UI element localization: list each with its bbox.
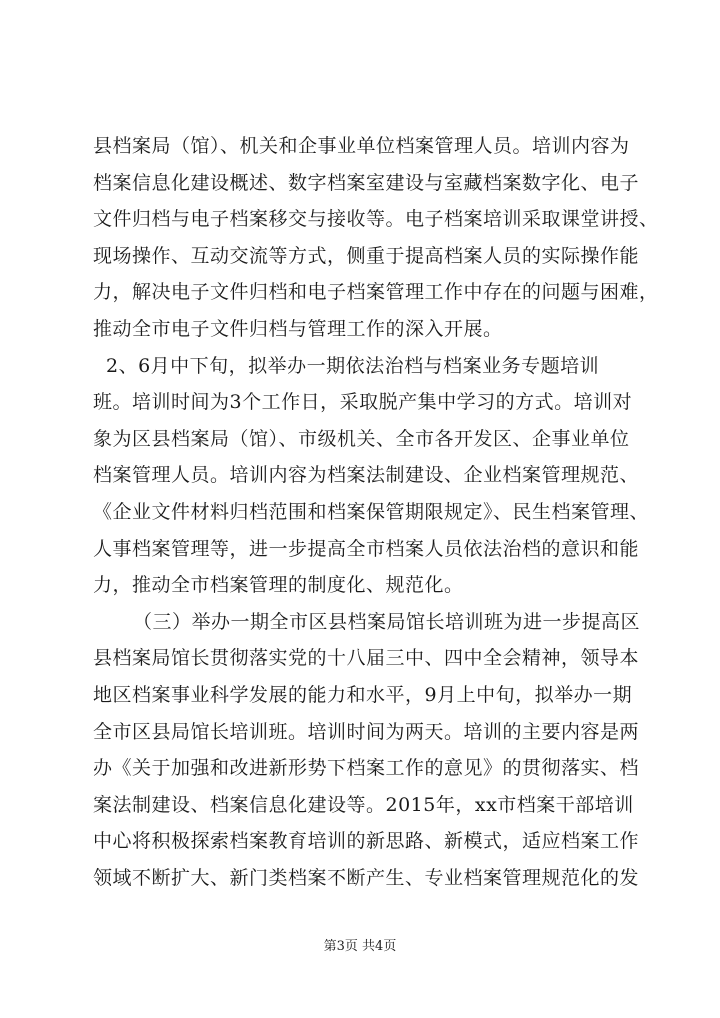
text-line: 全市区县局馆长培训班。培训时间为两天。培训的主要内容是两 [93, 720, 640, 743]
text-line: 档案信息化建设概述、数字档案室建设与室藏档案数字化、电子 [93, 171, 640, 194]
text-line: 象为区县档案局（馆）、市级机关、全市各开发区、企事业单位 [93, 427, 630, 450]
text-line: （三）举办一期全市区县档案局馆长培训班为进一步提高区 [133, 610, 641, 633]
text-line: 班。培训时间为3个工作日，采取脱产集中学习的方式。培训对 [93, 391, 633, 414]
text-line: 办《关于加强和改进新形势下档案工作的意见》的贯彻落实、档 [93, 757, 640, 780]
text-line: 文件归档与电子档案移交与接收等。电子档案培训采取课堂讲授、 [93, 208, 659, 231]
text-line: 现场操作、互动交流等方式，侧重于提高档案人员的实际操作能 [93, 244, 640, 267]
text-line: 地区档案事业科学发展的能力和水平，9月上中旬，拟举办一期 [93, 683, 633, 706]
text-line: 2、6月中下旬，拟举办一期依法治档与档案业务专题培训 [106, 354, 600, 377]
text-line: 中心将积极探索档案教育培训的新思路、新模式，适应档案工作 [93, 830, 640, 853]
body-text [93, 128, 659, 896]
text-line: 《企业文件材料归档范围和档案保管期限规定》、民生档案管理、 [93, 500, 650, 523]
page-footer: 第3页 共4页 [323, 939, 397, 954]
text-line: 县档案局馆长贯彻落实党的十八届三中、四中全会精神，领导本 [93, 647, 640, 670]
text-line: 力，推动全市档案管理的制度化、规范化。 [93, 574, 464, 597]
text-line: 领域不断扩大、新门类档案不断产生、专业档案管理规范化的发 [93, 866, 640, 889]
text-line: 县档案局（馆）、机关和企事业单位档案管理人员。培训内容为 [93, 135, 630, 157]
text-line: 推动全市电子文件归档与管理工作的深入开展。 [93, 317, 503, 340]
text-line: 档案管理人员。培训内容为档案法制建设、企业档案管理规范、 [93, 464, 640, 487]
text-line: 案法制建设、档案信息化建设等。2015年，xx市档案干部培训 [93, 793, 634, 816]
text-line: 力，解决电子文件归档和电子档案管理工作中存在的问题与困难， [93, 281, 659, 304]
text-line: 人事档案管理等，进一步提高全市档案人员依法治档的意识和能 [93, 537, 640, 560]
